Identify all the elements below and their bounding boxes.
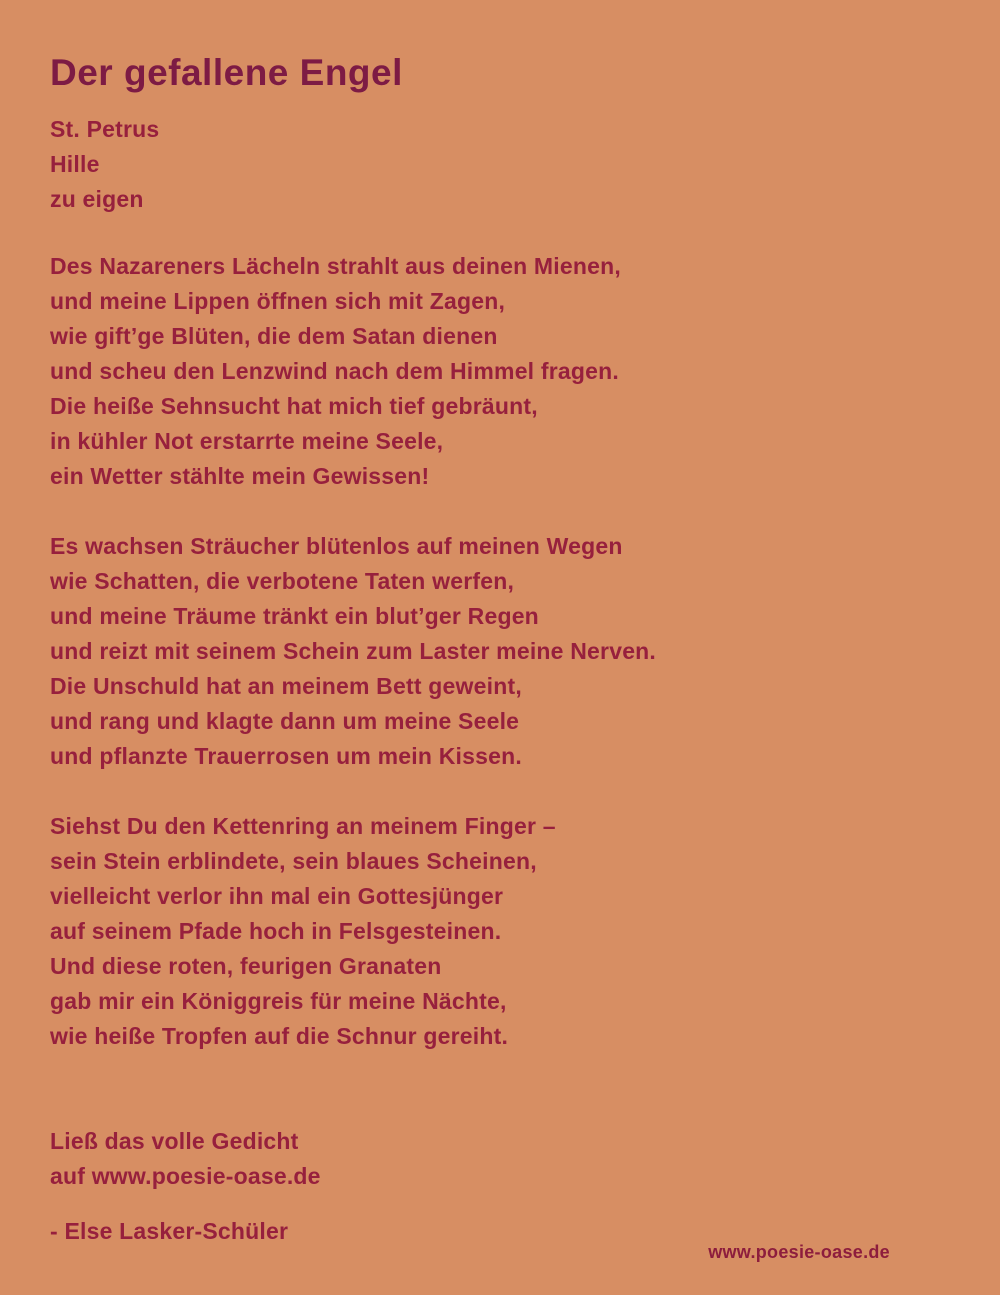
teaser-url-text: auf www.poesie-oase.de: [50, 1163, 321, 1189]
poem-verse-line: sein Stein erblindete, sein blaues Scheinen,: [50, 848, 537, 874]
poem-verse-line: und rang und klagte dann um meine Seele: [50, 708, 520, 734]
poem-verse-line: Es wachsen Sträucher blütenlos auf meinen Wegen: [50, 533, 623, 559]
poem-verse-line: Die heiße Sehnsucht hat mich tief gebräunt,: [50, 393, 538, 419]
poem-verse-line: und meine Lippen öffnen sich mit Zagen,: [50, 288, 506, 314]
site-watermark: www.poesie-oase.de: [708, 1242, 890, 1262]
poem-verse-line: vielleicht verlor ihn mal ein Gottesjünger: [50, 883, 504, 909]
poem-verse-line: und reizt mit seinem Schein zum Laster meine Nerven.: [50, 638, 657, 664]
poem-verse-line: wie heiße Tropfen auf die Schnur gereiht.: [50, 1023, 509, 1049]
dedication-line: St. Petrus: [50, 116, 160, 142]
poem-title: Der gefallene Engel: [50, 52, 403, 93]
stanza-1: [50, 249, 621, 494]
poem-verse-line: auf seinem Pfade hoch in Felsgesteinen.: [50, 918, 502, 944]
poem-verse-line: wie Schatten, die verbotene Taten werfen,: [50, 568, 515, 594]
author-signature: - Else Lasker-Schüler: [50, 1218, 289, 1244]
poem-dedication: [50, 112, 159, 217]
read-full-poem-teaser: [50, 1124, 321, 1194]
poem-verse-line: Und diese roten, feurigen Granaten: [50, 953, 442, 979]
poem-verse-line: und scheu den Lenzwind nach dem Himmel fragen.: [50, 358, 619, 384]
poem-verse-line: und meine Träume tränkt ein blut’ger Regen: [50, 603, 539, 629]
poem-verse-line: Die Unschuld hat an meinem Bett geweint,: [50, 673, 522, 699]
poem-verse-line: ein Wetter stählte mein Gewissen!: [50, 463, 430, 489]
poem-verse-line: Siehst Du den Kettenring an meinem Finger –: [50, 813, 556, 839]
poem-verse-line: wie gift’ge Blüten, die dem Satan dienen: [50, 323, 498, 349]
teaser-line: Ließ das volle Gedicht: [50, 1128, 299, 1154]
poem-verse-line: Des Nazareners Lächeln strahlt aus deinen Mienen,: [50, 253, 621, 279]
poem-verse-line: in kühler Not erstarrte meine Seele,: [50, 428, 444, 454]
dedication-line: Hille: [50, 151, 100, 177]
poem-verse-line: und pflanzte Trauerrosen um mein Kissen.: [50, 743, 522, 769]
stanza-2: [50, 529, 656, 774]
dedication-line: zu eigen: [50, 186, 144, 212]
poem-verse-line: gab mir ein Königgreis für meine Nächte,: [50, 988, 507, 1014]
stanza-3: [50, 809, 556, 1054]
